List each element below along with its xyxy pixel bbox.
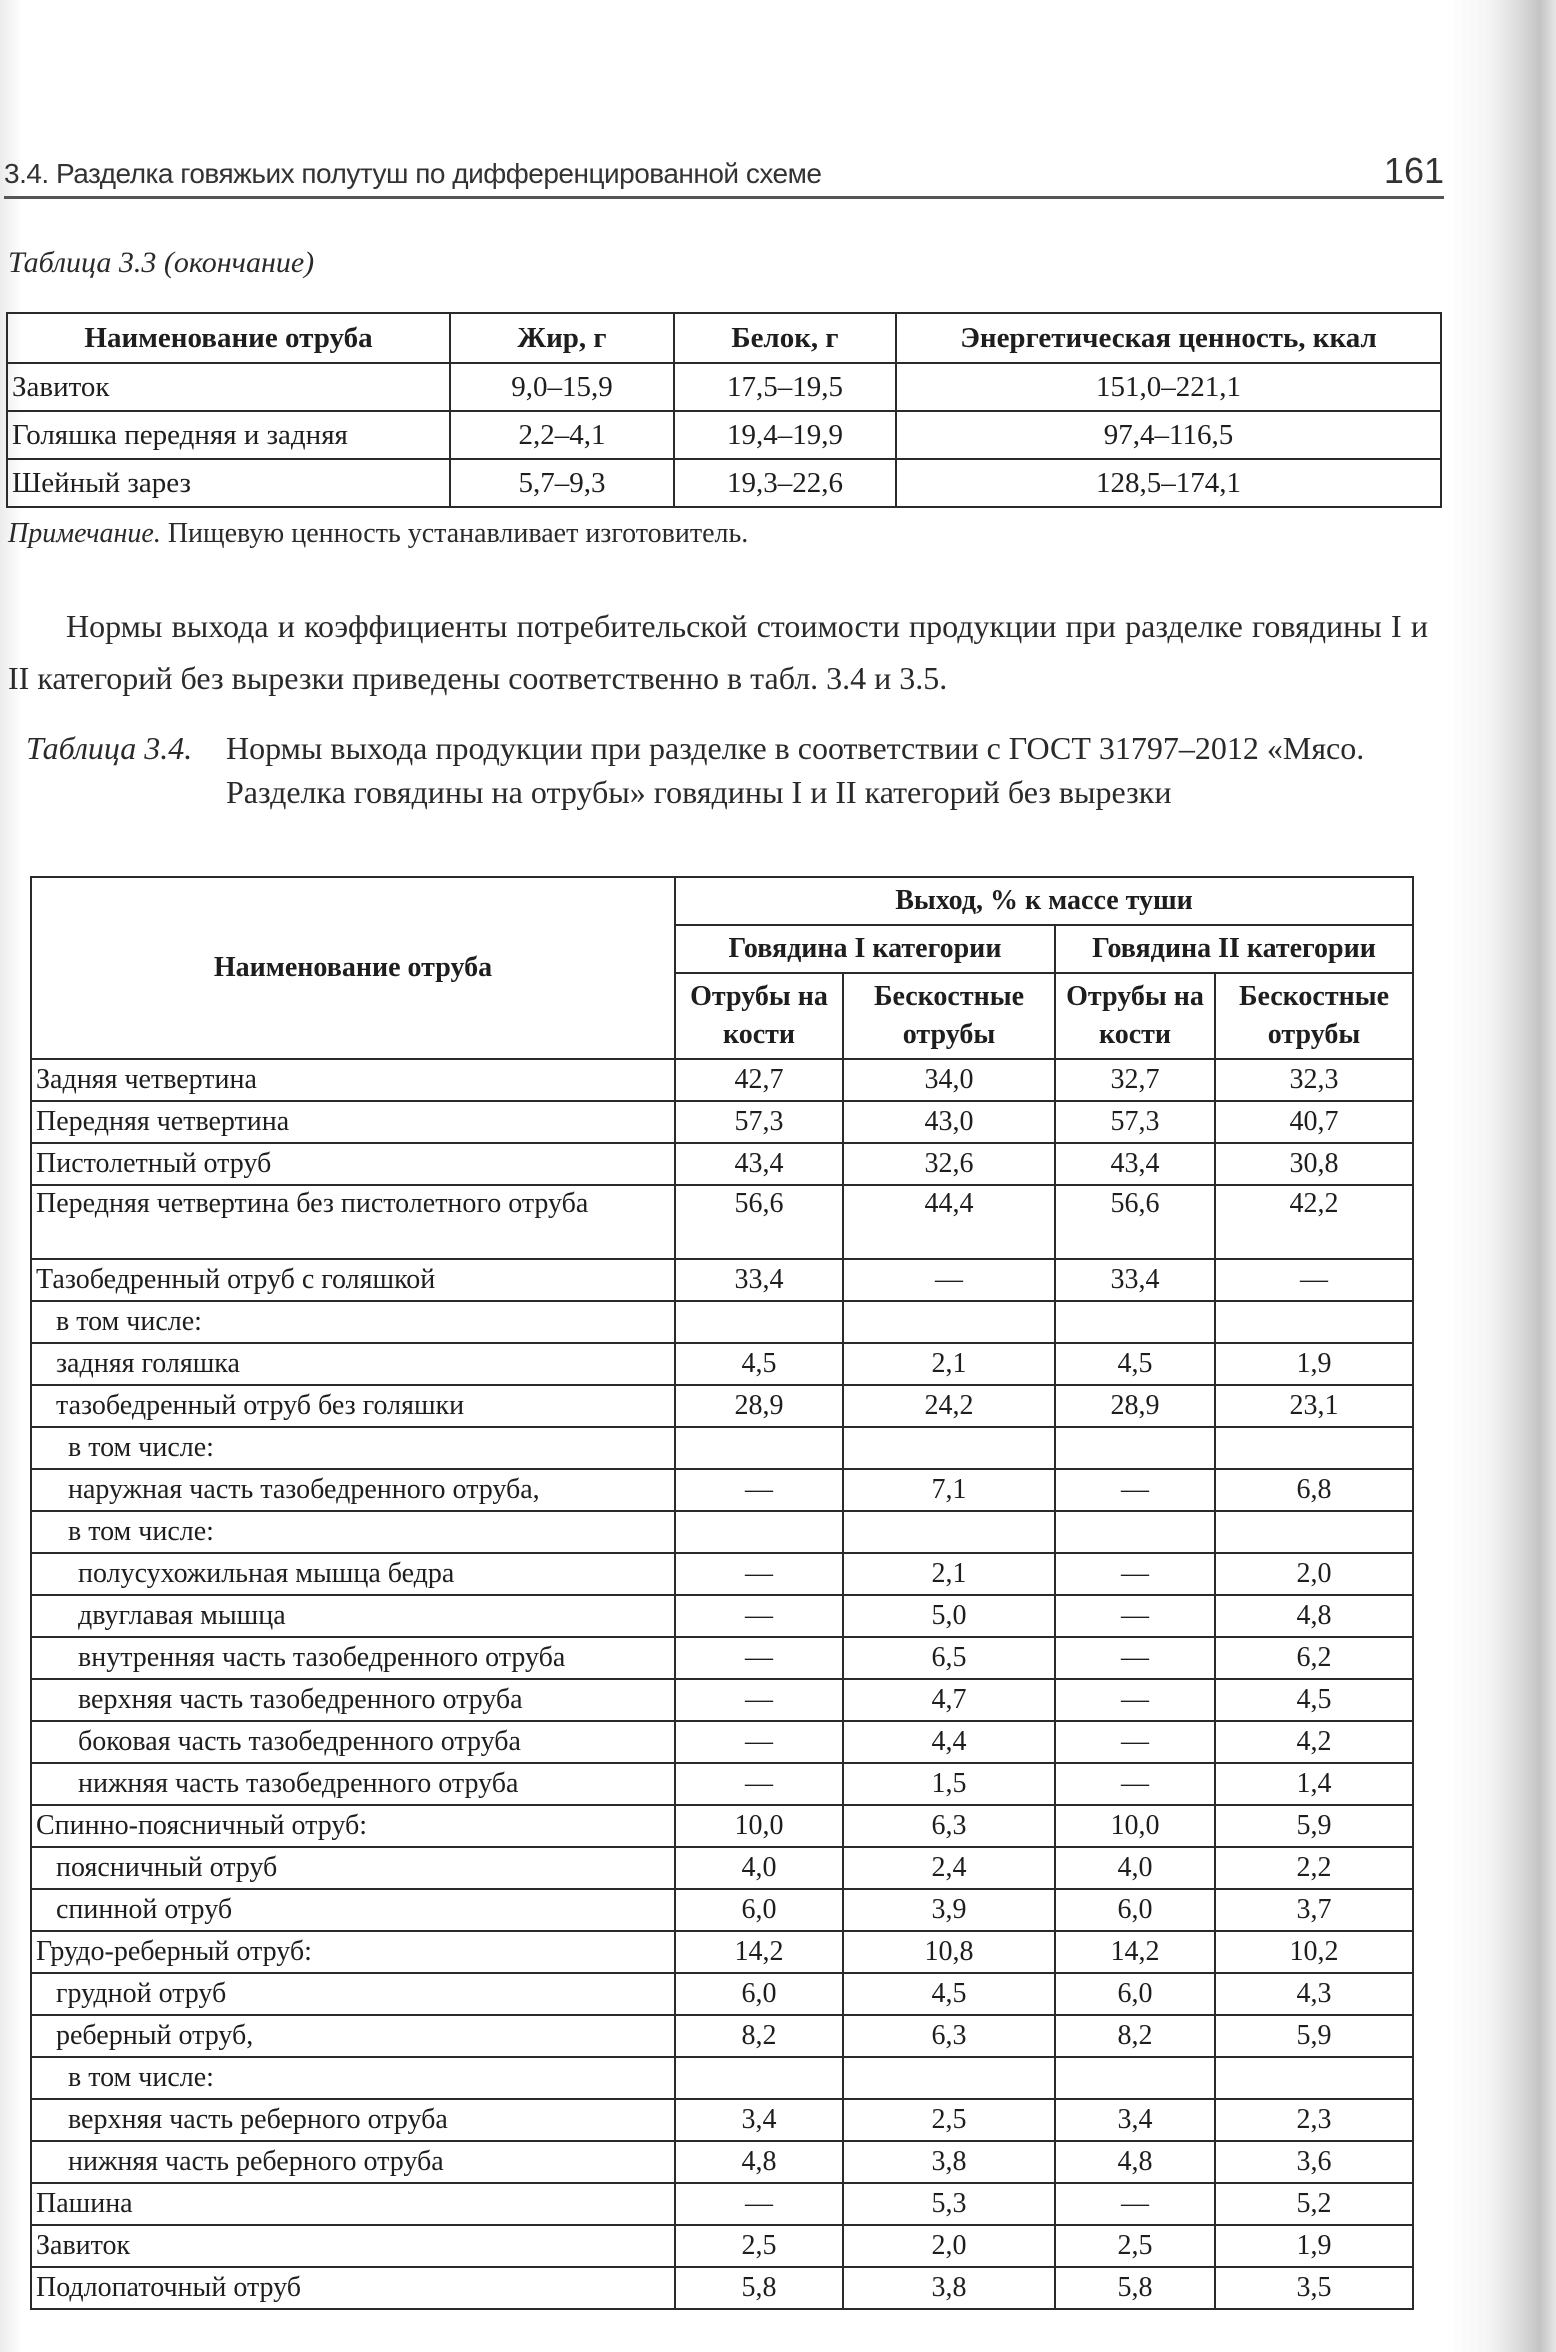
cat1-bone-value: 4,8: [675, 2141, 843, 2183]
cat1-bone-value: [675, 1511, 843, 1553]
cat2-bone-value: 4,8: [1055, 2141, 1215, 2183]
cat1-boneless-value: 32,6: [843, 1143, 1055, 1185]
cat1-boneless-value: 34,0: [843, 1059, 1055, 1101]
col-header-name: Наименование отруба: [7, 313, 450, 363]
cat2-bone-value: [1055, 1301, 1215, 1343]
cat1-boneless-value: 4,4: [843, 1721, 1055, 1763]
cat2-bone-value: —: [1055, 1679, 1215, 1721]
cat2-bone-value: 32,7: [1055, 1059, 1215, 1101]
cat1-bone-value: [675, 1301, 843, 1343]
cat1-boneless-value: 4,7: [843, 1679, 1055, 1721]
cat1-boneless-value: 3,8: [843, 2267, 1055, 2309]
col-header-fat: Жир, г: [450, 313, 674, 363]
col-header-cat2-boneless: Бескостные отрубы: [1215, 973, 1413, 1059]
table-row: [31, 1721, 1413, 1763]
cat2-boneless-value: 1,4: [1215, 1763, 1413, 1805]
cat2-boneless-value: [1215, 1427, 1413, 1469]
cat1-boneless-value: 43,0: [843, 1101, 1055, 1143]
cut-name: Завиток: [7, 363, 450, 411]
cat1-boneless-value: 1,5: [843, 1763, 1055, 1805]
cat2-boneless-value: [1215, 2057, 1413, 2099]
table-row: [31, 1427, 1413, 1469]
cut-name: Шейный зарез: [7, 459, 450, 507]
cat1-bone-value: —: [675, 2183, 843, 2225]
page-edge-shadow: [1446, 0, 1556, 2352]
cut-name: Пашина: [31, 2183, 675, 2225]
col-header-cat1: Говядина I категории: [675, 925, 1055, 973]
cat2-boneless-value: 4,3: [1215, 1973, 1413, 2015]
cut-name: нижняя часть реберного отруба: [31, 2141, 675, 2183]
cat2-boneless-value: 2,0: [1215, 1553, 1413, 1595]
cut-name: Завиток: [31, 2225, 675, 2267]
cat2-bone-value: —: [1055, 1763, 1215, 1805]
cat1-boneless-value: 2,0: [843, 2225, 1055, 2267]
cat1-bone-value: 10,0: [675, 1805, 843, 1847]
col-header-cat1-bone: Отрубы на кости: [675, 973, 843, 1059]
cat2-boneless-value: 23,1: [1215, 1385, 1413, 1427]
cat1-bone-value: [675, 1427, 843, 1469]
cat2-bone-value: 33,4: [1055, 1259, 1215, 1301]
col-header-cat2-bone: Отрубы на кости: [1055, 973, 1215, 1059]
cat2-bone-value: 2,5: [1055, 2225, 1215, 2267]
table-row: [31, 1301, 1413, 1343]
cat2-bone-value: 56,6: [1055, 1185, 1215, 1259]
protein-value: 19,3–22,6: [674, 459, 896, 507]
table-row: [31, 1637, 1413, 1679]
cat1-bone-value: 5,8: [675, 2267, 843, 2309]
cat2-boneless-value: 3,6: [1215, 2141, 1413, 2183]
cat2-bone-value: 28,9: [1055, 1385, 1215, 1427]
cat1-boneless-value: 6,5: [843, 1637, 1055, 1679]
col-header-cat1-boneless: Бескостные отрубы: [843, 973, 1055, 1059]
table-row: [31, 2141, 1413, 2183]
cat2-bone-value: [1055, 1427, 1215, 1469]
cat1-bone-value: 4,5: [675, 1343, 843, 1385]
cat1-bone-value: —: [675, 1469, 843, 1511]
cut-name: двуглавая мышца: [31, 1595, 675, 1637]
cut-name: Пистолетный отруб: [31, 1143, 675, 1185]
cat2-boneless-value: —: [1215, 1259, 1413, 1301]
page-number: 161: [1383, 150, 1444, 191]
table-3-3: [6, 312, 1442, 508]
cut-name: в том числе:: [31, 1427, 675, 1469]
cat1-bone-value: —: [675, 1553, 843, 1595]
cut-name: нижняя часть тазобедренного отруба: [31, 1763, 675, 1805]
table-row: [31, 1143, 1413, 1185]
table-row: [31, 2183, 1413, 2225]
table-3-3-caption: Таблица 3.3 (окончание): [8, 246, 315, 279]
cat2-boneless-value: 5,9: [1215, 2015, 1413, 2057]
col-header-energy: Энергетическая ценность, ккал: [896, 313, 1441, 363]
cut-name: внутренняя часть тазобедренного отруба: [31, 1637, 675, 1679]
cat2-boneless-value: 4,2: [1215, 1721, 1413, 1763]
cat1-bone-value: —: [675, 1637, 843, 1679]
protein-value: 17,5–19,5: [674, 363, 896, 411]
cut-name: в том числе:: [31, 1511, 675, 1553]
cut-name: поясничный отруб: [31, 1847, 675, 1889]
cat1-bone-value: 3,4: [675, 2099, 843, 2141]
table-row: [31, 1931, 1413, 1973]
cut-name: тазобедренный отруб без голяшки: [31, 1385, 675, 1427]
cat2-boneless-value: 2,3: [1215, 2099, 1413, 2141]
table-row: [7, 459, 1441, 507]
cat2-boneless-value: 5,2: [1215, 2183, 1413, 2225]
cat2-boneless-value: 10,2: [1215, 1931, 1413, 1973]
table-row: [31, 1343, 1413, 1385]
cat1-bone-value: —: [675, 1679, 843, 1721]
cat2-bone-value: —: [1055, 1595, 1215, 1637]
cat1-bone-value: 42,7: [675, 1059, 843, 1101]
cut-name: Задняя четвертина: [31, 1059, 675, 1101]
cat2-boneless-value: 6,2: [1215, 1637, 1413, 1679]
table-row: [31, 1805, 1413, 1847]
cut-name: Грудо-реберный отруб:: [31, 1931, 675, 1973]
caption-text: Нормы выхода продукции при разделке в соответствии с ГОСТ 31797–2012 «Мясо. Разделка говядины на отрубы» говядины I и II категорий без вырезки: [226, 730, 1365, 810]
cat1-boneless-value: 5,3: [843, 2183, 1055, 2225]
table-row: [31, 1259, 1413, 1301]
cat2-bone-value: 6,0: [1055, 1973, 1215, 2015]
cut-name: Передняя четвертина без пистолетного отруба: [31, 1185, 675, 1259]
cat2-boneless-value: 30,8: [1215, 1143, 1413, 1185]
cat2-bone-value: —: [1055, 1721, 1215, 1763]
cat1-boneless-value: 6,3: [843, 2015, 1055, 2057]
table-row: [31, 1511, 1413, 1553]
cat2-bone-value: 3,4: [1055, 2099, 1215, 2141]
cat1-boneless-value: 10,8: [843, 1931, 1055, 1973]
table-row: [7, 411, 1441, 459]
cut-name: спинной отруб: [31, 1889, 675, 1931]
note-text: Пищевую ценность устанавливает изготовитель.: [160, 518, 749, 549]
cat1-boneless-value: 2,5: [843, 2099, 1055, 2141]
table-row: [31, 1469, 1413, 1511]
cat2-bone-value: 57,3: [1055, 1101, 1215, 1143]
table-row: [31, 1889, 1413, 1931]
table-row: [31, 2267, 1413, 2309]
table-row: [31, 2015, 1413, 2057]
fat-value: 9,0–15,9: [450, 363, 674, 411]
cut-name: в том числе:: [31, 2057, 675, 2099]
table-row: [31, 1059, 1413, 1101]
running-head: [4, 150, 1444, 199]
cat1-boneless-value: 5,0: [843, 1595, 1055, 1637]
cut-name: Подлопаточный отруб: [31, 2267, 675, 2309]
cat1-boneless-value: 4,5: [843, 1973, 1055, 2015]
cat1-bone-value: 57,3: [675, 1101, 843, 1143]
cat1-boneless-value: 2,4: [843, 1847, 1055, 1889]
cat2-bone-value: —: [1055, 1469, 1215, 1511]
cat1-boneless-value: 7,1: [843, 1469, 1055, 1511]
col-header-cat2: Говядина II категории: [1055, 925, 1413, 973]
cat1-bone-value: 4,0: [675, 1847, 843, 1889]
table-row: [31, 1973, 1413, 2015]
cat2-boneless-value: 1,9: [1215, 2225, 1413, 2267]
cat1-bone-value: 6,0: [675, 1973, 843, 2015]
cat2-bone-value: 4,0: [1055, 1847, 1215, 1889]
col-header-yield: Выход, % к массе туши: [675, 877, 1413, 925]
cat1-bone-value: 2,5: [675, 2225, 843, 2267]
cat2-bone-value: 14,2: [1055, 1931, 1215, 1973]
note-label: Примечание.: [8, 518, 161, 549]
cat1-bone-value: 8,2: [675, 2015, 843, 2057]
table-row: [31, 1679, 1413, 1721]
cut-name: задняя голяшка: [31, 1343, 675, 1385]
cat2-boneless-value: 6,8: [1215, 1469, 1413, 1511]
paragraph-text: Нормы выхода и коэффициенты потребительской стоимости продукции при разделке говядины I и II категорий без вырезки приведены соответственно в табл. 3.4 и 3.5.: [8, 608, 1428, 696]
energy-value: 151,0–221,1: [896, 363, 1441, 411]
table-row: [31, 1385, 1413, 1427]
cat2-boneless-value: 4,5: [1215, 1679, 1413, 1721]
cat2-bone-value: [1055, 2057, 1215, 2099]
protein-value: 19,4–19,9: [674, 411, 896, 459]
cat2-bone-value: 6,0: [1055, 1889, 1215, 1931]
cat1-boneless-value: 6,3: [843, 1805, 1055, 1847]
cat2-bone-value: 43,4: [1055, 1143, 1215, 1185]
cat2-boneless-value: 3,5: [1215, 2267, 1413, 2309]
section-title: 3.4. Разделка говяжьих полутуш по дифференцированной схеме: [4, 158, 822, 189]
table-row: [31, 1595, 1413, 1637]
cat2-bone-value: 5,8: [1055, 2267, 1215, 2309]
cat1-bone-value: 56,6: [675, 1185, 843, 1259]
cat1-bone-value: 6,0: [675, 1889, 843, 1931]
cat1-bone-value: 28,9: [675, 1385, 843, 1427]
cat1-boneless-value: 3,8: [843, 2141, 1055, 2183]
col-header-protein: Белок, г: [674, 313, 896, 363]
table-row: [31, 1553, 1413, 1595]
cat2-boneless-value: 5,9: [1215, 1805, 1413, 1847]
cat1-boneless-value: [843, 1427, 1055, 1469]
cut-name: верхняя часть тазобедренного отруба: [31, 1679, 675, 1721]
cut-name: верхняя часть реберного отруба: [31, 2099, 675, 2141]
cat1-boneless-value: [843, 1301, 1055, 1343]
cat2-bone-value: —: [1055, 1553, 1215, 1595]
cat1-boneless-value: 2,1: [843, 1553, 1055, 1595]
energy-value: 128,5–174,1: [896, 459, 1441, 507]
cat1-boneless-value: [843, 2057, 1055, 2099]
cat2-bone-value: 4,5: [1055, 1343, 1215, 1385]
table-body: [31, 1059, 1413, 2309]
cut-name: Голяшка передняя и задняя: [7, 411, 450, 459]
table-3-4: [30, 876, 1414, 2310]
header-row-1: [31, 877, 1413, 925]
table-row: [31, 2057, 1413, 2099]
table-row: [31, 1763, 1413, 1805]
cat1-boneless-value: [843, 1511, 1055, 1553]
table-3-4-caption: [26, 726, 1426, 814]
table-row: [31, 1847, 1413, 1889]
cat1-bone-value: 33,4: [675, 1259, 843, 1301]
cut-name: в том числе:: [31, 1301, 675, 1343]
cat2-bone-value: —: [1055, 1637, 1215, 1679]
cat1-bone-value: [675, 2057, 843, 2099]
cut-name: Передняя четвертина: [31, 1101, 675, 1143]
table-note: [8, 518, 748, 550]
cut-name: боковая часть тазобедренного отруба: [31, 1721, 675, 1763]
table-header-row: [7, 313, 1441, 363]
cat2-boneless-value: 4,8: [1215, 1595, 1413, 1637]
energy-value: 97,4–116,5: [896, 411, 1441, 459]
fat-value: 2,2–4,1: [450, 411, 674, 459]
cat2-bone-value: 8,2: [1055, 2015, 1215, 2057]
cat2-boneless-value: 3,7: [1215, 1889, 1413, 1931]
cat1-bone-value: —: [675, 1763, 843, 1805]
cat1-boneless-value: 24,2: [843, 1385, 1055, 1427]
table-row: [7, 363, 1441, 411]
cat1-boneless-value: 3,9: [843, 1889, 1055, 1931]
cut-name: полусухожильная мышца бедра: [31, 1553, 675, 1595]
cat2-boneless-value: [1215, 1301, 1413, 1343]
cut-name: наружная часть тазобедренного отруба,: [31, 1469, 675, 1511]
cat2-boneless-value: 1,9: [1215, 1343, 1413, 1385]
cat2-bone-value: [1055, 1511, 1215, 1553]
cat2-bone-value: 10,0: [1055, 1805, 1215, 1847]
cat1-bone-value: 14,2: [675, 1931, 843, 1973]
cat1-bone-value: 43,4: [675, 1143, 843, 1185]
cat1-bone-value: —: [675, 1595, 843, 1637]
cat1-boneless-value: —: [843, 1259, 1055, 1301]
cat2-boneless-value: 40,7: [1215, 1101, 1413, 1143]
cat2-boneless-value: 42,2: [1215, 1185, 1413, 1259]
table-row: [31, 1185, 1413, 1259]
cat2-boneless-value: 2,2: [1215, 1847, 1413, 1889]
cat2-boneless-value: [1215, 1511, 1413, 1553]
cut-name: Тазобедренный отруб с голяшкой: [31, 1259, 675, 1301]
cat1-boneless-value: 44,4: [843, 1185, 1055, 1259]
table-row: [31, 1101, 1413, 1143]
body-paragraph: [8, 600, 1428, 704]
table-row: [31, 2225, 1413, 2267]
table-row: [31, 2099, 1413, 2141]
caption-label: Таблица 3.4.: [26, 730, 193, 766]
cat2-bone-value: —: [1055, 2183, 1215, 2225]
cat1-bone-value: —: [675, 1721, 843, 1763]
col-header-name: Наименование отруба: [31, 877, 675, 1059]
cut-name: реберный отруб,: [31, 2015, 675, 2057]
cat1-boneless-value: 2,1: [843, 1343, 1055, 1385]
cut-name: грудной отруб: [31, 1973, 675, 2015]
fat-value: 5,7–9,3: [450, 459, 674, 507]
cat2-boneless-value: 32,3: [1215, 1059, 1413, 1101]
cut-name: Спинно-поясничный отруб:: [31, 1805, 675, 1847]
